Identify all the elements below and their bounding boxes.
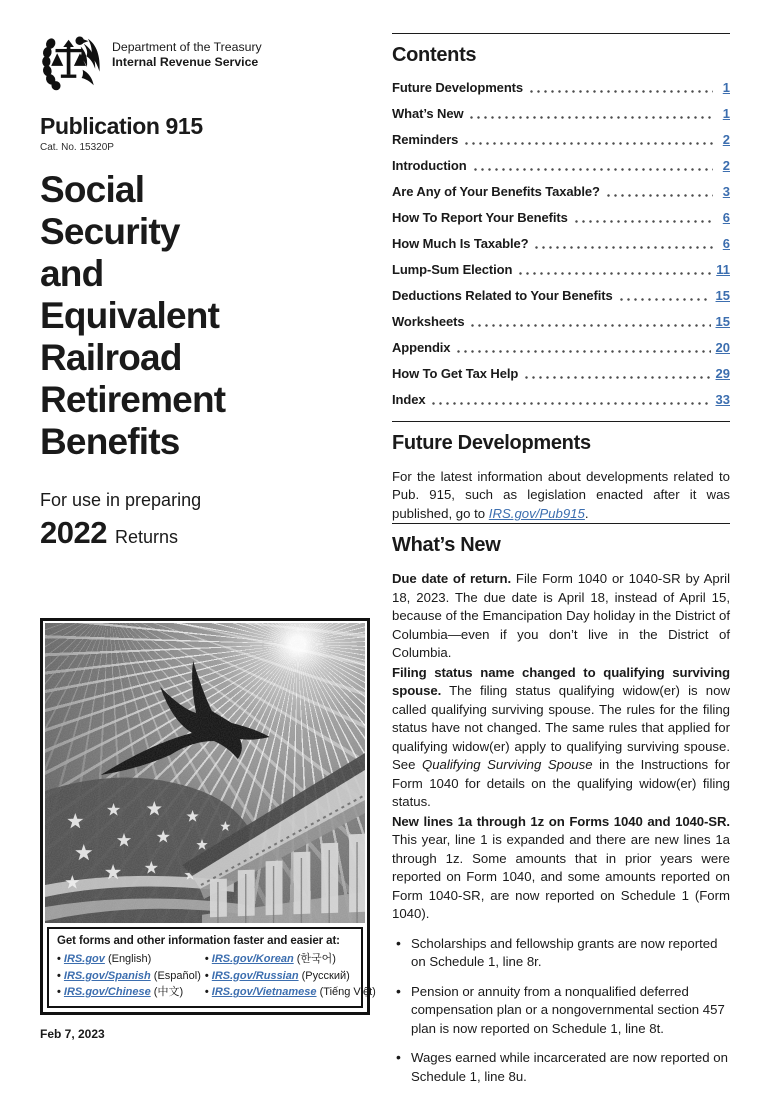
toc-dot-leader [470, 109, 713, 119]
toc-dot-leader [607, 187, 713, 197]
toc-entry-appendix[interactable] [392, 340, 730, 355]
toc-entry-worksheets[interactable] [392, 314, 730, 329]
future-developments-paragraph [392, 468, 730, 523]
toc-label: Appendix [392, 340, 451, 355]
title-line: Social [40, 169, 145, 210]
publication-number: Publication 915 [40, 113, 203, 139]
irs-gov-russian-link[interactable]: IRS.gov/Russian [211, 969, 299, 982]
list-item [205, 969, 376, 984]
title-line: Retirement [40, 379, 226, 420]
whats-new-heading: What’s New [392, 534, 501, 557]
caption-links-right [205, 952, 376, 1002]
toc-label: Are Any of Your Benefits Taxable? [392, 184, 600, 199]
italic-reference: Qualifying Surviving Spouse [421, 757, 593, 773]
toc-dot-leader [620, 291, 711, 301]
irs-gov-chinese-link[interactable]: IRS.gov/Chinese [63, 986, 151, 999]
returns-label: Returns [114, 527, 178, 547]
paragraph-text: This year, line 1 is expanded and there are new lines 1a through 1z. Some amounts that in prior years were reported on Form 1040, and some amounts reported on Form 1040-SR, are now reported on Schedule 1 (Form 1040). [392, 832, 730, 922]
table-of-contents [392, 80, 730, 407]
link-language-note: (中文) [153, 986, 184, 999]
toc-entry-future-developments[interactable] [392, 80, 730, 95]
toc-label: Introduction [392, 158, 467, 173]
list-item [205, 985, 376, 1000]
toc-label: Reminders [392, 132, 459, 147]
catalog-number: Cat. No. 15320P [40, 142, 114, 153]
toc-page-link[interactable]: 1 [722, 80, 730, 95]
toc-entry-how-to-get-tax-help[interactable] [392, 366, 730, 381]
toc-page-link[interactable]: 1 [722, 106, 730, 121]
agency-line-treasury: Department of the Treasury [112, 40, 262, 54]
section-rule [392, 421, 730, 422]
agency-header [40, 33, 370, 91]
toc-dot-leader [465, 135, 713, 145]
cover-photo-box [40, 618, 376, 1015]
toc-dot-leader [535, 239, 713, 249]
toc-page-link[interactable]: 11 [716, 262, 730, 277]
toc-dot-leader [525, 369, 710, 379]
left-column [40, 33, 376, 1097]
toc-page-link[interactable]: 3 [722, 184, 730, 199]
paragraph-text: . [584, 505, 589, 521]
title-line: Equivalent [40, 295, 220, 336]
future-developments-heading: Future Developments [392, 432, 591, 454]
toc-page-link[interactable]: 15 [715, 314, 730, 329]
toc-label: Deductions Related to Your Benefits [392, 288, 613, 303]
toc-label: How To Get Tax Help [392, 366, 519, 381]
photo-grain-overlay [45, 623, 365, 923]
paragraph-lead-in: Filing status name changed to qualifying surviving spouse. [392, 664, 730, 699]
list-item [57, 985, 201, 1000]
toc-label: Lump-Sum Election [392, 262, 513, 277]
caption-links-left [57, 952, 201, 1002]
agency-line-irs: Internal Revenue Service [112, 55, 259, 70]
toc-dot-leader [530, 83, 713, 93]
caption-heading: Get forms and other information faster and easier at: [57, 935, 340, 947]
toc-page-link[interactable]: 15 [715, 288, 730, 303]
toc-label: Index [392, 392, 426, 407]
title-line: Benefits [40, 421, 180, 462]
toc-page-link[interactable]: 29 [715, 366, 730, 381]
section-rule [392, 33, 730, 34]
toc-page-link[interactable]: 2 [722, 158, 730, 173]
toc-dot-leader [432, 395, 710, 405]
toc-dot-leader [519, 265, 711, 275]
list-item [57, 952, 201, 967]
toc-entry-lump-sum-election[interactable] [392, 262, 730, 277]
toc-entry-are-any-benefits-taxable[interactable] [392, 184, 730, 199]
bullet-text: Wages earned while incarcerated are now reported on Schedule 1, line 8u. [411, 1050, 728, 1084]
toc-page-link[interactable]: 2 [722, 132, 730, 147]
whats-new-paragraph-filing-status [392, 664, 730, 812]
tax-year: 2022 [40, 515, 107, 550]
tax-year-row [40, 515, 370, 551]
caption-link-columns [57, 952, 376, 1002]
whats-new-paragraph-new-lines [392, 813, 730, 924]
section-rule [392, 523, 730, 524]
toc-page-link[interactable]: 33 [715, 392, 730, 407]
paragraph-text: The filing status qualifying widow(er) is now called qualifying surviving spouse. The rules for the filing status have not changed. The same rules that applied for qualifying widow(er) apply to qualifying surviving spouse. See [392, 683, 730, 773]
prep-label: For use in preparing [40, 490, 202, 510]
irs-gov-vietnamese-link[interactable]: IRS.gov/Vietnamese [211, 986, 317, 999]
cover-photo-illustration [45, 623, 365, 923]
right-column [392, 33, 730, 1097]
link-language-note: (English) [107, 953, 152, 966]
link-language-note: (Español) [153, 969, 201, 982]
toc-dot-leader [474, 161, 713, 171]
toc-entry-introduction[interactable] [392, 158, 730, 173]
toc-label: Future Developments [392, 80, 524, 95]
toc-dot-leader [575, 213, 713, 223]
toc-entry-how-to-report[interactable] [392, 210, 730, 225]
list-item [392, 1049, 730, 1086]
toc-page-link[interactable]: 20 [715, 340, 730, 355]
irs-gov-korean-link[interactable]: IRS.gov/Korean [211, 953, 294, 966]
list-item [57, 969, 201, 984]
paragraph-text: in the Instructions for Form 1040 for details on the qualifying widow(er) filing status. [392, 757, 730, 810]
toc-entry-index[interactable] [392, 392, 730, 407]
toc-entry-reminders[interactable] [392, 132, 730, 147]
toc-label: How Much Is Taxable? [392, 236, 529, 251]
title-line: and [40, 253, 104, 294]
toc-page-link[interactable]: 6 [722, 236, 730, 251]
paragraph-lead-in: New lines 1a through 1z on Forms 1040 and 1040-SR. [392, 813, 730, 829]
irs-gov-link[interactable]: IRS.gov [63, 953, 105, 966]
contents-heading: Contents [392, 44, 477, 66]
irs-gov-pub915-link[interactable]: IRS.gov/Pub915 [488, 505, 585, 521]
link-language-note: (Русский) [301, 969, 350, 982]
toc-label: What’s New [392, 106, 464, 121]
toc-dot-leader [457, 343, 710, 353]
paragraph-lead-in: Due date of return. [392, 571, 512, 587]
paragraph-text: File Form 1040 or 1040-SR by April 18, 2023. The due date is April 18, instead of April 15, because of the Emancipation Day holiday in the District of Columbia—even if you don’t live in the District of Columbia. [392, 571, 730, 661]
list-item [392, 983, 730, 1038]
list-item [392, 935, 730, 972]
irs-gov-spanish-link[interactable]: IRS.gov/Spanish [63, 969, 151, 982]
toc-label: Worksheets [392, 314, 465, 329]
toc-label: How To Report Your Benefits [392, 210, 568, 225]
bullet-text: Pension or annuity from a nonqualified deferred compensation plan or a nongovernmental section 457 plan is now reported on Schedule 1, line 8t. [411, 983, 725, 1036]
whats-new-paragraph-due-date [392, 570, 730, 662]
toc-entry-whats-new[interactable] [392, 106, 730, 121]
toc-dot-leader [471, 317, 710, 327]
paragraph-text: For the latest information about developments related to Pub. 915, such as legislation enacted after it was published, go to [392, 469, 730, 521]
whats-new-bullet-list [392, 935, 730, 1086]
toc-entry-how-much-taxable[interactable] [392, 236, 730, 251]
link-language-note: (Tiếng Việt) [319, 986, 376, 999]
cover-photo-image [45, 623, 365, 923]
agency-text [112, 33, 262, 71]
photo-caption-box [47, 927, 376, 1008]
link-language-note: (한국어) [296, 953, 336, 966]
revision-date: Feb 7, 2023 [40, 1026, 105, 1041]
bullet-text: Scholarships and fellowship grants are now reported on Schedule 1, line 8r. [411, 935, 718, 970]
document-title [40, 169, 370, 463]
toc-page-link[interactable]: 6 [722, 210, 730, 225]
irs-eagle-logo [40, 33, 102, 91]
list-item [205, 952, 376, 967]
title-line: Security [40, 211, 180, 252]
toc-entry-deductions-related[interactable] [392, 288, 730, 303]
title-line: Railroad [40, 337, 182, 378]
